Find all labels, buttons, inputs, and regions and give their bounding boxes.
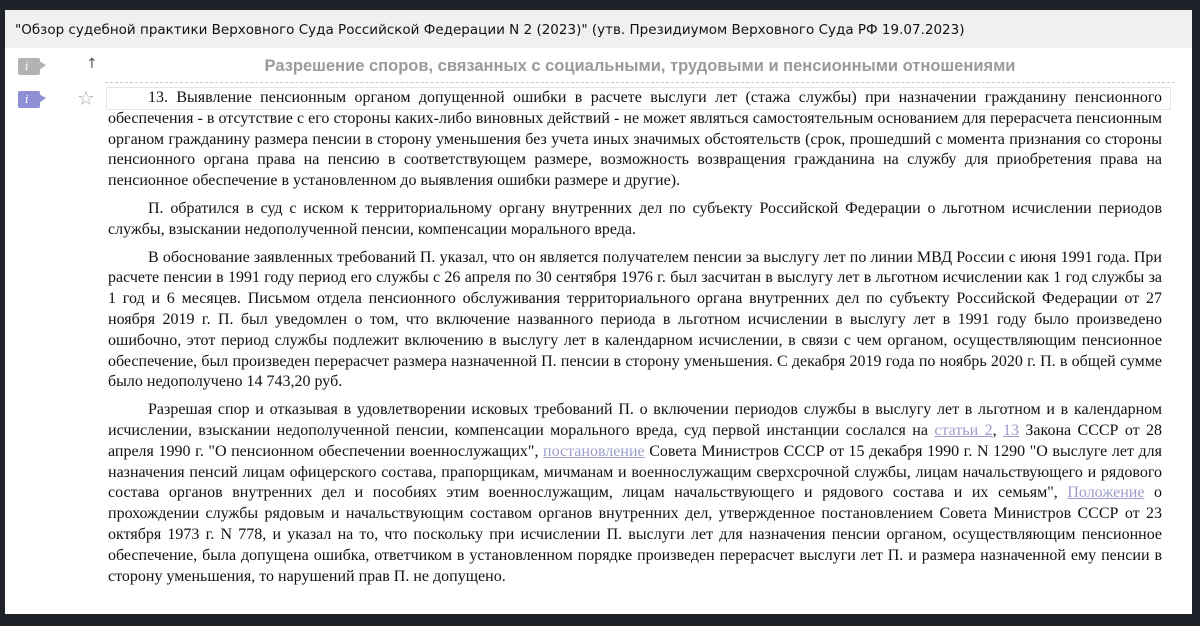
paragraph: В обоснование заявленных требований П. указал, что он является получателем пенсии за выслугу лет по линии МВД России с июня 1991 года. При расчете пенсии в 1991 году период его службы с 26 апреля по 30 сентября 1976 г. был засчитан в выслугу лет в льготном исчислении как 1 год службы за 1 год и 6 месяцев. Письмом отдела пенсионного обслуживания территориального органа внутренних дел по субъекту Российской Федерации от 27 ноября 2019 г. П. был уведомлен о том, что включение названного периода в льготном исчислении в выслугу лет в 1991 году было произведено ошибочно, этот период службы подлежит включению в выслугу лет в календарном исчислении, в связи с чем органом, осуществляющим пенсионное обеспечение, был произведен перерасчет размера назначенной П. пенсии в сторону уменьшения. С декабря 2019 года по ноябрь 2020 г. П. в общей сумме было недополучено 14 743,20 руб. <box>108 248 1162 391</box>
document-body <box>108 88 1162 594</box>
window-title: "Обзор судебной практики Верховного Суда Российской Федерации N 2 (2023)" (утв. Президиумом Верховного Суда РФ 19.07.2023) <box>5 10 1192 48</box>
document-window <box>5 10 1192 614</box>
paragraph: П. обратился в суд с иском к территориальному органу внутренних дел по субъекту Российской Федерации о льготном исчислении периодов службы, взыскании недополученной пенсии, компенсации морального вреда. <box>108 199 1162 238</box>
section-title: Разрешение споров, связанных с социальными, трудовыми и пенсионными отношениями <box>105 56 1175 83</box>
link-resolution[interactable]: постановление <box>543 442 645 460</box>
link-regulation[interactable]: Положение <box>1067 484 1145 502</box>
link-article-2[interactable]: статьи 2 <box>934 421 993 439</box>
info-icon[interactable]: i <box>18 58 40 75</box>
paragraph: Разрешая спор и отказывая в удовлетворении исковых требований П. о включении периодов службы в выслугу лет в льготном и в календарном исчислении, взыскании недополученной пенсии, компенсации морального вреда, суд первой инстанции сослался на статьи 2, 13 Закона СССР от 28 апреля 1990 г. "О пенсионном обеспечении военнослужащих", постановление Совета Министров СССР от 15 декабря 1990 г. N 1290 "О выслуге лет для назначения пенсий лицам офицерского состава, прапорщикам, мичманам и военнослужащим сверхсрочной службы, лицам начальствующего и рядового состава органов внутренних дел и пособиях этим военнослужащим, лицам начальствующего и рядового состава и их семьям", Положение о прохождении службы рядовым и начальствующим составом органов внутренних дел, утвержденное постановлением Совета Министров СССР от 23 октября 1973 г. N 778, и указал на то, что поскольку при исчислении П. выслуги лет для назначения пенсии органом, осуществляющим пенсионное обеспечение, была допущена ошибка, ответчиком в установленном порядке произведен перерасчет выслуги лет П. и размера назначенной ему пенсии в сторону уменьшения, то нарушений прав П. не допущено. <box>108 401 1163 585</box>
paragraph-heading: 13. Выявление пенсионным органом допущенной ошибки в расчете выслуги лет (стажа службы) при назначении гражданину пенсионного обеспечения - в отсутствие с его стороны каких-либо виновных действий - не может являться самостоятельным основанием для перерасчета пенсионным органом гражданину размера пенсии в сторону уменьшения без учета иных значимых обстоятельств (срок, прошедший с момента признания со стороны пенсионного органа права на пенсию в соответствующем размере, возможность возвращения гражданина на службу для приобретения права на пенсионное обеспечение в установленном до выявления ошибки размере и другие). <box>108 88 1162 192</box>
arrow-up-icon[interactable]: ↑ <box>86 56 98 72</box>
link-article-13[interactable]: 13 <box>1003 421 1020 439</box>
info-icon[interactable]: i <box>18 91 40 108</box>
star-bookmark-icon[interactable]: ☆ <box>77 86 95 110</box>
